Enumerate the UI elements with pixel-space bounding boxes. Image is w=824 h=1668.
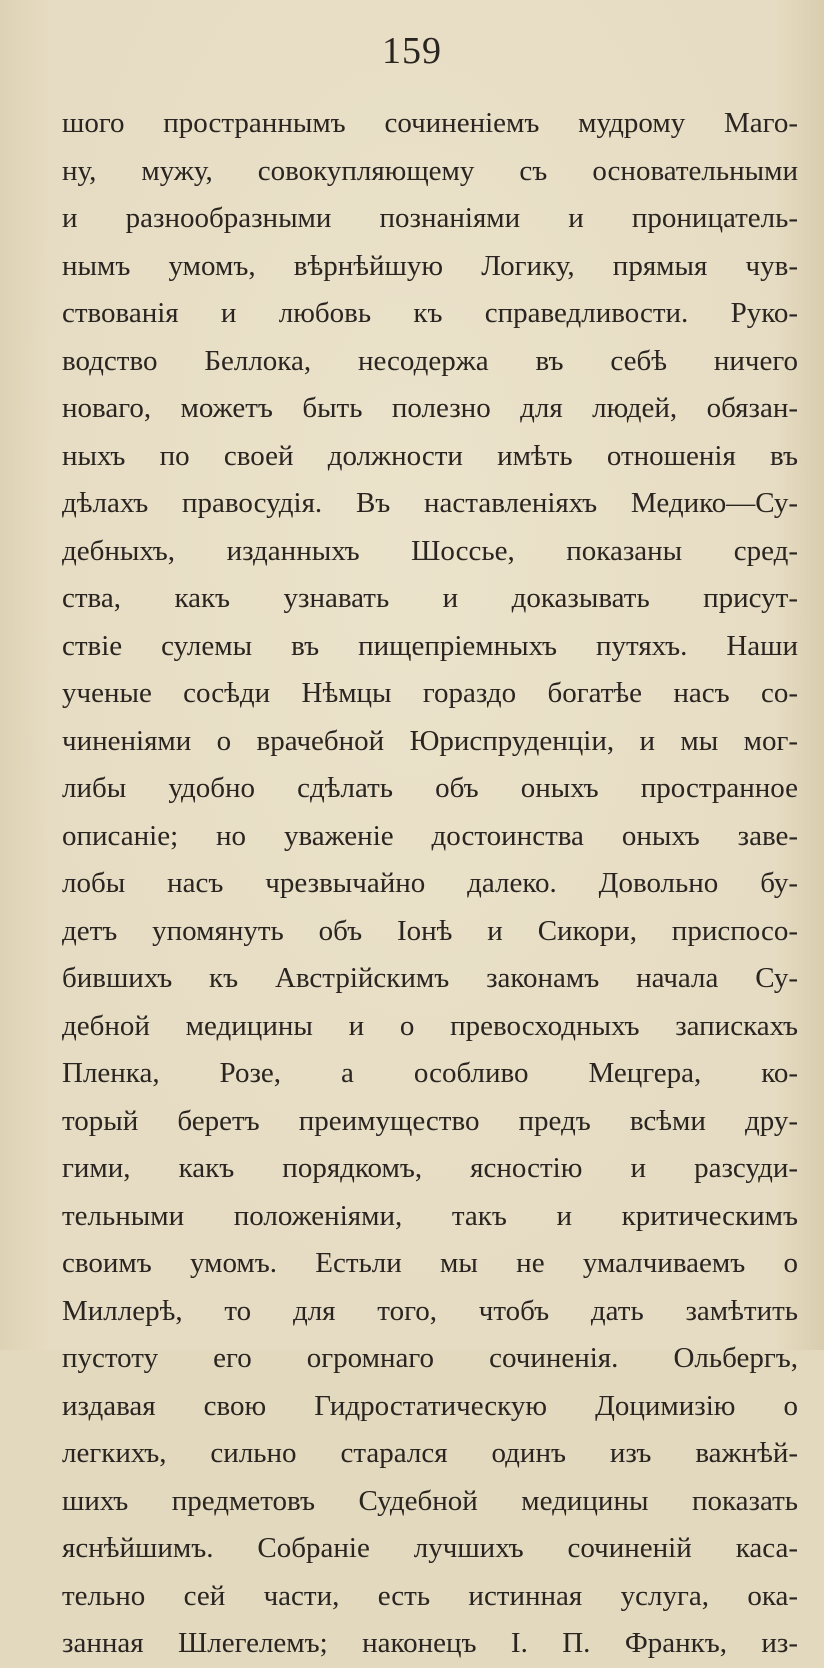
text-line: пустоту его огромнаго сочиненiя. Ольбергъ, bbox=[62, 1342, 798, 1374]
text-line: торый беретъ преимущество предъ всѣми дру- bbox=[62, 1104, 798, 1137]
text-line: лобы насъ чрезвычайно далеко. Довольно бу- bbox=[62, 867, 798, 899]
body-text bbox=[62, 100, 798, 1659]
text-line: нымъ умомъ, вѣрнѣйшую Логику, прямыя чув- bbox=[62, 249, 798, 282]
text-line: описанiе; но уваженiе достоинства оныхъ заве- bbox=[62, 819, 798, 852]
text-line: дѣлахъ правосудiя. Въ наставленiяхъ Медико—Су- bbox=[62, 487, 798, 519]
text-line: гими, какъ порядкомъ, ясностiю и разсуди- bbox=[62, 1152, 798, 1184]
text-line: ученые сосѣди Нѣмцы гораздо богатѣе насъ со- bbox=[62, 677, 798, 709]
text-line: ствiе сулемы въ пищепрiемныхъ путяхъ. Наши bbox=[62, 629, 798, 662]
text-line: либы удобно сдѣлать объ оныхъ пространное bbox=[62, 772, 798, 804]
text-line: дебной медицины и о превосходныхъ запискахъ bbox=[62, 1009, 798, 1042]
text-line: занная Шлегелемъ; наконецъ I. П. Франкъ, из- bbox=[62, 1627, 798, 1659]
text-line: своимъ умомъ. Естьли мы не умалчиваемъ о bbox=[62, 1247, 798, 1279]
text-line: шого пространнымъ сочиненiемъ мудрому Маго- bbox=[62, 107, 798, 139]
text-line: чиненiями о врачебной Юриспруденцiи, и мы мог- bbox=[62, 724, 798, 757]
text-line: шихъ предметовъ Судебной медицины показать bbox=[62, 1484, 798, 1517]
text-line: тельно сей части, есть истинная услуга, ока- bbox=[62, 1579, 798, 1612]
text-line: издавая свою Гидростатическую Доцимизiю о bbox=[62, 1389, 798, 1422]
text-line: бившихъ къ Австрiйскимъ законамъ начала Су- bbox=[62, 962, 798, 994]
text-line: Миллерѣ, то для того, чтобъ дать замѣтить bbox=[62, 1294, 798, 1327]
text-line: яснѣйшимъ. Собранiе лучшихъ сочиненiй каса- bbox=[62, 1532, 798, 1564]
text-line: ну, мужу, совокупляющему съ основательными bbox=[62, 154, 798, 187]
text-line: дебныхъ, изданныхъ Шоссье, показаны сред- bbox=[62, 534, 798, 567]
text-line: тельными положенiями, такъ и критическимъ bbox=[62, 1199, 798, 1232]
text-line: новаго, можетъ быть полезно для людей, обязан- bbox=[62, 392, 798, 424]
text-line: Пленка, Розе, а особливо Мецгера, ко- bbox=[62, 1057, 798, 1089]
text-line: водство Беллока, несодержа въ себѣ ничего bbox=[62, 344, 798, 377]
text-line: легкихъ, сильно старался одинъ изъ важнѣй- bbox=[62, 1437, 798, 1469]
text-line: ства, какъ узнавать и доказывать присут- bbox=[62, 582, 798, 614]
text-line: и разнообразными познанiями и проницатель- bbox=[62, 202, 798, 234]
text-line: детъ упомянуть объ Iонѣ и Сикори, приспосо- bbox=[62, 914, 798, 947]
page-number: 159 bbox=[382, 30, 442, 72]
text-line: ствованiя и любовь къ справедливости. Руко- bbox=[62, 297, 798, 329]
text-line: ныхъ по своей должности имѣть отношенiя въ bbox=[62, 439, 798, 472]
